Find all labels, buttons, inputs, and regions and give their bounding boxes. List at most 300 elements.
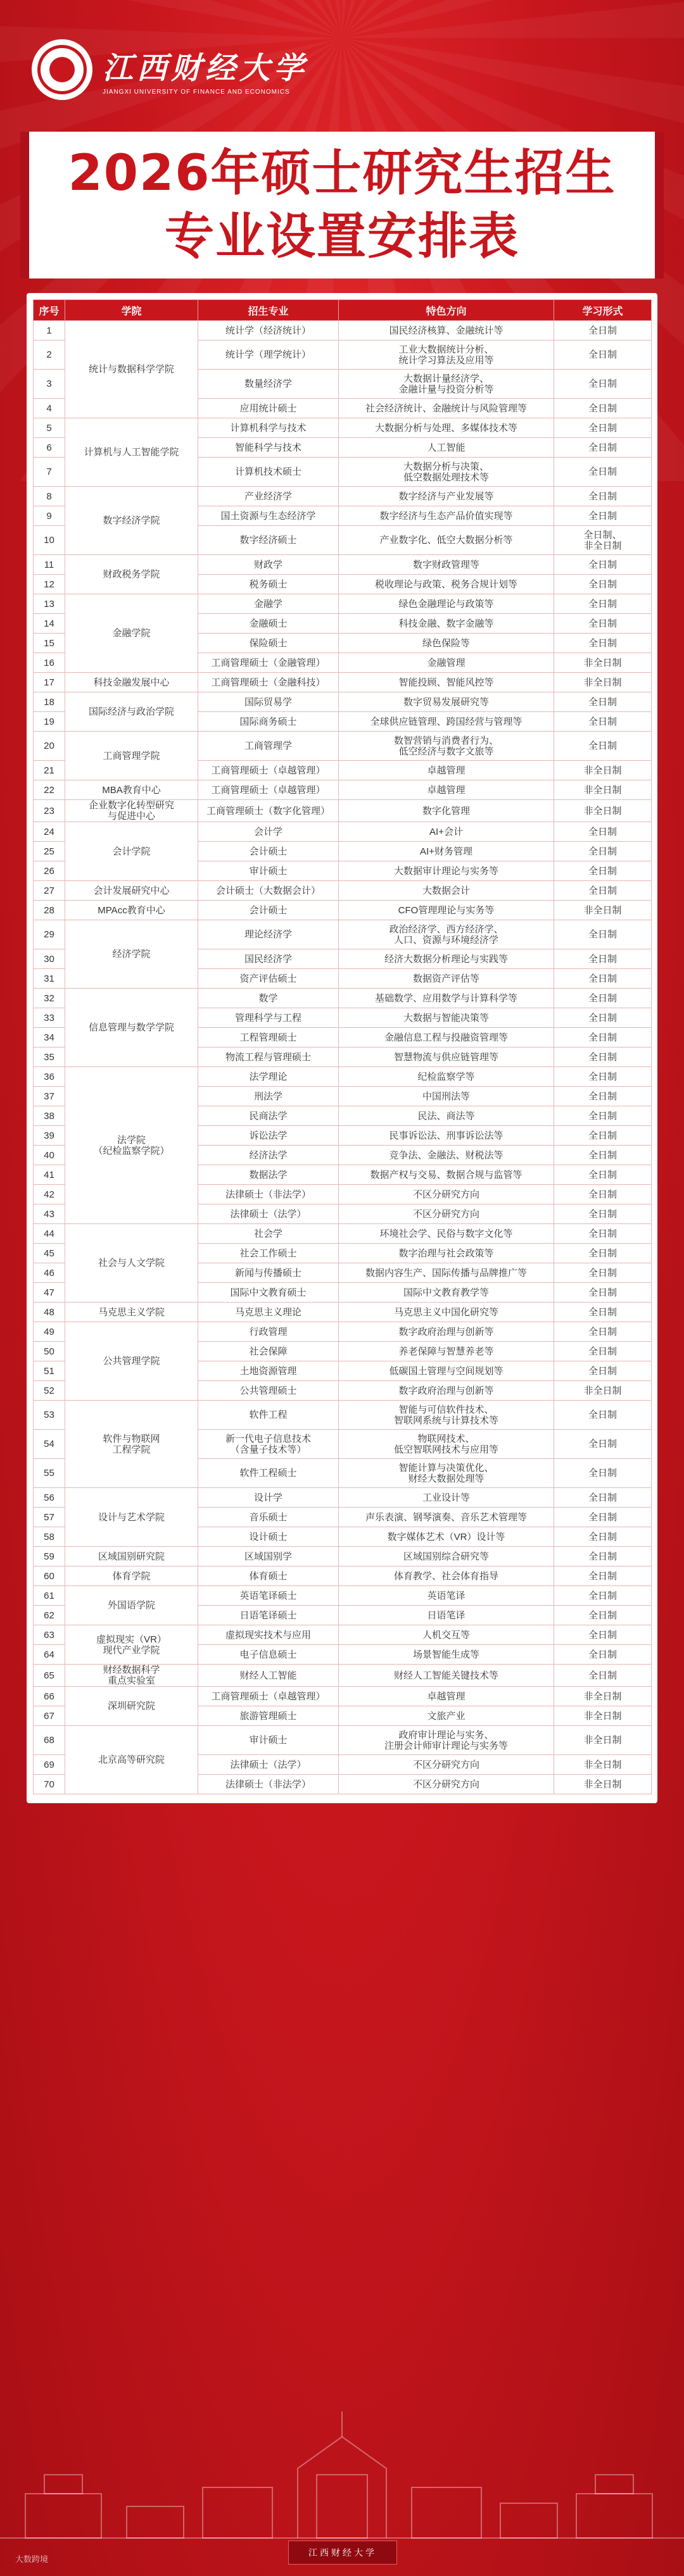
program-direction: 工业大数据统计分析、 统计学习算法及应用等 bbox=[339, 341, 554, 370]
school-name: 会计学院 bbox=[65, 822, 198, 881]
program-name: 工商管理硕士（金融管理） bbox=[198, 653, 339, 673]
program-name: 旅游管理硕士 bbox=[198, 1706, 339, 1726]
school-name: 科技金融发展中心 bbox=[65, 673, 198, 692]
row-number: 38 bbox=[34, 1106, 65, 1126]
study-mode: 全日制 bbox=[554, 575, 652, 594]
school-name: 虚拟现实（VR） 现代产业学院 bbox=[65, 1625, 198, 1665]
study-mode: 全日制 bbox=[554, 399, 652, 418]
row-number: 42 bbox=[34, 1185, 65, 1204]
program-name: 工商管理硕士（卓越管理） bbox=[198, 761, 339, 780]
row-number: 11 bbox=[34, 555, 65, 575]
school-name: 信息管理与数学学院 bbox=[65, 989, 198, 1067]
university-name-en: JIANGXI UNIVERSITY OF FINANCE AND ECONOMICS bbox=[103, 89, 290, 96]
column-header: 招生专业 bbox=[198, 300, 339, 321]
row-number: 2 bbox=[34, 341, 65, 370]
table-row bbox=[34, 1566, 652, 1586]
row-number: 49 bbox=[34, 1322, 65, 1342]
school-name: 统计与数据科学学院 bbox=[65, 321, 198, 418]
program-name: 保险硕士 bbox=[198, 634, 339, 653]
table-row bbox=[34, 1224, 652, 1244]
program-name: 会计硕士 bbox=[198, 901, 339, 920]
program-name: 数量经济学 bbox=[198, 370, 339, 399]
program-name: 应用统计硕士 bbox=[198, 399, 339, 418]
study-mode: 非全日制 bbox=[554, 1775, 652, 1794]
study-mode: 非全日制 bbox=[554, 1755, 652, 1775]
program-name: 软件工程硕士 bbox=[198, 1459, 339, 1488]
program-direction: 卓越管理 bbox=[339, 780, 554, 800]
program-name: 行政管理 bbox=[198, 1322, 339, 1342]
program-direction: 金融信息工程与投融资管理等 bbox=[339, 1028, 554, 1047]
table-row bbox=[34, 920, 652, 949]
program-direction: 数据内容生产、国际传播与品牌推广等 bbox=[339, 1263, 554, 1283]
program-name: 国际商务硕士 bbox=[198, 712, 339, 732]
table-row bbox=[34, 1322, 652, 1342]
study-mode: 全日制 bbox=[554, 1586, 652, 1606]
program-direction: 低碳国土管理与空间规划等 bbox=[339, 1361, 554, 1381]
table-row bbox=[34, 487, 652, 506]
row-number: 44 bbox=[34, 1224, 65, 1244]
program-direction: 马克思主义中国化研究等 bbox=[339, 1303, 554, 1322]
study-mode: 全日制 bbox=[554, 1204, 652, 1224]
table-row bbox=[34, 1067, 652, 1087]
program-direction: 体育教学、社会体育指导 bbox=[339, 1566, 554, 1586]
study-mode: 全日制 bbox=[554, 989, 652, 1008]
column-header: 特色方向 bbox=[339, 300, 554, 321]
table-row bbox=[34, 321, 652, 341]
study-mode: 全日制 bbox=[554, 1459, 652, 1488]
school-name: 法学院 （纪检监察学院） bbox=[65, 1067, 198, 1224]
study-mode: 非全日制 bbox=[554, 800, 652, 822]
row-number: 65 bbox=[34, 1665, 65, 1687]
program-table-container bbox=[27, 293, 657, 1803]
program-table bbox=[33, 299, 652, 1794]
program-direction: 区域国别综合研究等 bbox=[339, 1547, 554, 1566]
row-number: 26 bbox=[34, 861, 65, 881]
row-number: 22 bbox=[34, 780, 65, 800]
study-mode: 全日制 bbox=[554, 1185, 652, 1204]
program-name: 软件工程 bbox=[198, 1401, 339, 1430]
study-mode: 全日制 bbox=[554, 487, 652, 506]
study-mode: 全日制 bbox=[554, 438, 652, 458]
university-seal-icon bbox=[32, 39, 92, 100]
program-name: 土地资源管理 bbox=[198, 1361, 339, 1381]
table-row bbox=[34, 555, 652, 575]
row-number: 61 bbox=[34, 1586, 65, 1606]
school-name: 经济学院 bbox=[65, 920, 198, 989]
row-number: 36 bbox=[34, 1067, 65, 1087]
study-mode: 全日制 bbox=[554, 1508, 652, 1527]
table-header-row bbox=[34, 300, 652, 321]
program-direction: CFO管理理论与实务等 bbox=[339, 901, 554, 920]
row-number: 18 bbox=[34, 692, 65, 712]
program-name: 理论经济学 bbox=[198, 920, 339, 949]
program-name: 社会学 bbox=[198, 1224, 339, 1244]
study-mode: 全日制 bbox=[554, 1008, 652, 1028]
row-number: 15 bbox=[34, 634, 65, 653]
program-name: 电子信息硕士 bbox=[198, 1645, 339, 1665]
school-name: MPAcc教育中心 bbox=[65, 901, 198, 920]
university-header bbox=[32, 38, 308, 101]
program-name: 数据法学 bbox=[198, 1165, 339, 1185]
row-number: 3 bbox=[34, 370, 65, 399]
study-mode: 全日制 bbox=[554, 1126, 652, 1146]
program-name: 管理科学与工程 bbox=[198, 1008, 339, 1028]
study-mode: 全日制 bbox=[554, 1165, 652, 1185]
school-name: 财政税务学院 bbox=[65, 555, 198, 594]
program-name: 工商管理硕士（数字化管理） bbox=[198, 800, 339, 822]
study-mode: 全日制、 非全日制 bbox=[554, 526, 652, 555]
table-row bbox=[34, 1726, 652, 1755]
school-name: 设计与艺术学院 bbox=[65, 1488, 198, 1547]
program-direction: 绿色保险等 bbox=[339, 634, 554, 653]
program-direction: 经济大数据分析理论与实践等 bbox=[339, 949, 554, 969]
program-name: 民商法学 bbox=[198, 1106, 339, 1126]
row-number: 24 bbox=[34, 822, 65, 842]
program-name: 法律硕士（法学） bbox=[198, 1204, 339, 1224]
program-direction: 大数据分析与处理、多媒体技术等 bbox=[339, 418, 554, 438]
study-mode: 全日制 bbox=[554, 1547, 652, 1566]
program-name: 会计学 bbox=[198, 822, 339, 842]
school-name: 公共管理学院 bbox=[65, 1322, 198, 1401]
row-number: 31 bbox=[34, 969, 65, 989]
program-direction: 日语笔译 bbox=[339, 1606, 554, 1625]
study-mode: 非全日制 bbox=[554, 1706, 652, 1726]
table-row bbox=[34, 418, 652, 438]
program-direction: 智能计算与决策优化、 财经大数据处理等 bbox=[339, 1459, 554, 1488]
row-number: 13 bbox=[34, 594, 65, 614]
program-name: 审计硕士 bbox=[198, 861, 339, 881]
row-number: 60 bbox=[34, 1566, 65, 1586]
table-row bbox=[34, 881, 652, 901]
program-direction: 卓越管理 bbox=[339, 1687, 554, 1706]
footer-label: 江西财经大学 bbox=[288, 2541, 397, 2565]
row-number: 45 bbox=[34, 1244, 65, 1263]
row-number: 56 bbox=[34, 1488, 65, 1508]
program-name: 金融硕士 bbox=[198, 614, 339, 634]
column-header: 学习形式 bbox=[554, 300, 652, 321]
program-direction: 养老保障与智慧养老等 bbox=[339, 1342, 554, 1361]
row-number: 14 bbox=[34, 614, 65, 634]
school-name: 社会与人文学院 bbox=[65, 1224, 198, 1303]
program-direction: 数字政府治理与创新等 bbox=[339, 1322, 554, 1342]
row-number: 43 bbox=[34, 1204, 65, 1224]
program-direction: 数智营销与消费者行为、 低空经济与数字文旅等 bbox=[339, 732, 554, 761]
row-number: 58 bbox=[34, 1527, 65, 1547]
program-direction: 科技金融、数字金融等 bbox=[339, 614, 554, 634]
program-direction: 场景智能生成等 bbox=[339, 1645, 554, 1665]
school-name: 企业数字化转型研究 与促进中心 bbox=[65, 800, 198, 822]
row-number: 7 bbox=[34, 458, 65, 487]
program-name: 法律硕士（非法学） bbox=[198, 1185, 339, 1204]
row-number: 28 bbox=[34, 901, 65, 920]
study-mode: 全日制 bbox=[554, 1067, 652, 1087]
study-mode: 全日制 bbox=[554, 1488, 652, 1508]
program-direction: AI+财务管理 bbox=[339, 842, 554, 861]
program-name: 计算机科学与技术 bbox=[198, 418, 339, 438]
study-mode: 全日制 bbox=[554, 634, 652, 653]
study-mode: 全日制 bbox=[554, 418, 652, 438]
study-mode: 全日制 bbox=[554, 1645, 652, 1665]
row-number: 59 bbox=[34, 1547, 65, 1566]
program-name: 日语笔译硕士 bbox=[198, 1606, 339, 1625]
study-mode: 非全日制 bbox=[554, 653, 652, 673]
row-number: 53 bbox=[34, 1401, 65, 1430]
study-mode: 非全日制 bbox=[554, 1726, 652, 1755]
row-number: 46 bbox=[34, 1263, 65, 1283]
program-direction: 卓越管理 bbox=[339, 761, 554, 780]
program-direction: 数字经济与产业发展等 bbox=[339, 487, 554, 506]
study-mode: 全日制 bbox=[554, 1263, 652, 1283]
program-name: 数字经济硕士 bbox=[198, 526, 339, 555]
program-name: 工程管理硕士 bbox=[198, 1028, 339, 1047]
row-number: 57 bbox=[34, 1508, 65, 1527]
study-mode: 全日制 bbox=[554, 321, 652, 341]
column-header: 序号 bbox=[34, 300, 65, 321]
study-mode: 非全日制 bbox=[554, 1381, 652, 1401]
study-mode: 全日制 bbox=[554, 1625, 652, 1645]
study-mode: 全日制 bbox=[554, 1146, 652, 1165]
study-mode: 全日制 bbox=[554, 341, 652, 370]
study-mode: 非全日制 bbox=[554, 673, 652, 692]
table-row bbox=[34, 673, 652, 692]
table-row bbox=[34, 732, 652, 761]
row-number: 17 bbox=[34, 673, 65, 692]
row-number: 37 bbox=[34, 1087, 65, 1106]
program-name: 统计学（理学统计） bbox=[198, 341, 339, 370]
program-name: 虚拟现实技术与应用 bbox=[198, 1625, 339, 1645]
study-mode: 全日制 bbox=[554, 1401, 652, 1430]
program-direction: 智慧物流与供应链管理等 bbox=[339, 1047, 554, 1067]
school-name: 会计发展研究中心 bbox=[65, 881, 198, 901]
program-direction: 智能与可信软件技术、 智联网系统与计算技术等 bbox=[339, 1401, 554, 1430]
row-number: 50 bbox=[34, 1342, 65, 1361]
study-mode: 全日制 bbox=[554, 1566, 652, 1586]
program-name: 统计学（经济统计） bbox=[198, 321, 339, 341]
program-name: 设计学 bbox=[198, 1488, 339, 1508]
program-name: 英语笔译硕士 bbox=[198, 1586, 339, 1606]
table-row bbox=[34, 1547, 652, 1566]
program-direction: 环境社会学、民俗与数字文化等 bbox=[339, 1224, 554, 1244]
row-number: 69 bbox=[34, 1755, 65, 1775]
program-direction: 大数据与智能决策等 bbox=[339, 1008, 554, 1028]
program-direction: 数字贸易发展研究等 bbox=[339, 692, 554, 712]
program-name: 金融学 bbox=[198, 594, 339, 614]
study-mode: 非全日制 bbox=[554, 901, 652, 920]
program-direction: 工业设计等 bbox=[339, 1488, 554, 1508]
program-direction: 数据产权与交易、数据合规与监管等 bbox=[339, 1165, 554, 1185]
university-name: 江西财经大学 bbox=[103, 51, 308, 86]
program-direction: 不区分研究方向 bbox=[339, 1755, 554, 1775]
program-name: 审计硕士 bbox=[198, 1726, 339, 1755]
program-direction: 民事诉讼法、刑事诉讼法等 bbox=[339, 1126, 554, 1146]
program-name: 国民经济学 bbox=[198, 949, 339, 969]
row-number: 67 bbox=[34, 1706, 65, 1726]
program-name: 国土资源与生态经济学 bbox=[198, 506, 339, 526]
program-direction: 产业数字化、低空大数据分析等 bbox=[339, 526, 554, 555]
program-direction: 大数据会计 bbox=[339, 881, 554, 901]
school-name: 工商管理学院 bbox=[65, 732, 198, 780]
table-row bbox=[34, 1625, 652, 1645]
program-direction: 大数据计量经济学、 金融计量与投资分析等 bbox=[339, 370, 554, 399]
table-row bbox=[34, 1586, 652, 1606]
study-mode: 全日制 bbox=[554, 1106, 652, 1126]
program-direction: 物联网技术、 低空智联网技术与应用等 bbox=[339, 1430, 554, 1459]
row-number: 9 bbox=[34, 506, 65, 526]
campus-skyline-icon bbox=[0, 2399, 684, 2551]
row-number: 23 bbox=[34, 800, 65, 822]
program-direction: 文旅产业 bbox=[339, 1706, 554, 1726]
program-name: 工商管理硕士（卓越管理） bbox=[198, 780, 339, 800]
program-direction: 大数据分析与决策、 低空数据处理技术等 bbox=[339, 458, 554, 487]
program-direction: 金融管理 bbox=[339, 653, 554, 673]
study-mode: 全日制 bbox=[554, 1606, 652, 1625]
title-banner bbox=[27, 132, 657, 278]
program-direction: 大数据审计理论与实务等 bbox=[339, 861, 554, 881]
program-direction: 中国刑法等 bbox=[339, 1087, 554, 1106]
school-name: 马克思主义学院 bbox=[65, 1303, 198, 1322]
program-direction: 社会经济统计、金融统计与风险管理等 bbox=[339, 399, 554, 418]
row-number: 34 bbox=[34, 1028, 65, 1047]
study-mode: 全日制 bbox=[554, 458, 652, 487]
row-number: 27 bbox=[34, 881, 65, 901]
school-name: 软件与物联网 工程学院 bbox=[65, 1401, 198, 1488]
study-mode: 全日制 bbox=[554, 1087, 652, 1106]
column-header: 学院 bbox=[65, 300, 198, 321]
program-name: 国际中文教育硕士 bbox=[198, 1283, 339, 1303]
row-number: 1 bbox=[34, 321, 65, 341]
program-name: 音乐硕士 bbox=[198, 1508, 339, 1527]
program-direction: 不区分研究方向 bbox=[339, 1185, 554, 1204]
table-row bbox=[34, 594, 652, 614]
study-mode: 全日制 bbox=[554, 1047, 652, 1067]
study-mode: 全日制 bbox=[554, 1342, 652, 1361]
program-name: 会计硕士（大数据会计） bbox=[198, 881, 339, 901]
program-direction: 声乐表演、钢琴演奏、音乐艺术管理等 bbox=[339, 1508, 554, 1527]
program-direction: AI+会计 bbox=[339, 822, 554, 842]
program-direction: 人机交互等 bbox=[339, 1625, 554, 1645]
program-name: 国际贸易学 bbox=[198, 692, 339, 712]
program-name: 计算机技术硕士 bbox=[198, 458, 339, 487]
program-direction: 不区分研究方向 bbox=[339, 1775, 554, 1794]
program-name: 体育硕士 bbox=[198, 1566, 339, 1586]
program-direction: 数字财政管理等 bbox=[339, 555, 554, 575]
study-mode: 全日制 bbox=[554, 1430, 652, 1459]
program-name: 区域国别学 bbox=[198, 1547, 339, 1566]
row-number: 4 bbox=[34, 399, 65, 418]
row-number: 33 bbox=[34, 1008, 65, 1028]
program-name: 数学 bbox=[198, 989, 339, 1008]
row-number: 55 bbox=[34, 1459, 65, 1488]
program-name: 刑法学 bbox=[198, 1087, 339, 1106]
table-row bbox=[34, 780, 652, 800]
program-direction: 全球供应链管理、跨国经营与管理等 bbox=[339, 712, 554, 732]
row-number: 47 bbox=[34, 1283, 65, 1303]
program-name: 资产评估硕士 bbox=[198, 969, 339, 989]
study-mode: 非全日制 bbox=[554, 1687, 652, 1706]
program-direction: 不区分研究方向 bbox=[339, 1204, 554, 1224]
program-name: 设计硕士 bbox=[198, 1527, 339, 1547]
study-mode: 全日制 bbox=[554, 370, 652, 399]
school-name: 北京高等研究院 bbox=[65, 1726, 198, 1794]
study-mode: 全日制 bbox=[554, 920, 652, 949]
program-direction: 英语笔译 bbox=[339, 1586, 554, 1606]
row-number: 70 bbox=[34, 1775, 65, 1794]
row-number: 41 bbox=[34, 1165, 65, 1185]
row-number: 51 bbox=[34, 1361, 65, 1381]
program-direction: 税收理论与政策、税务合规计划等 bbox=[339, 575, 554, 594]
program-name: 物流工程与管理硕士 bbox=[198, 1047, 339, 1067]
table-row bbox=[34, 692, 652, 712]
school-name: 区域国别研究院 bbox=[65, 1547, 198, 1566]
program-direction: 数字经济与生态产品价值实现等 bbox=[339, 506, 554, 526]
study-mode: 全日制 bbox=[554, 692, 652, 712]
program-name: 社会工作硕士 bbox=[198, 1244, 339, 1263]
footer bbox=[0, 2373, 684, 2576]
program-name: 工商管理硕士（卓越管理） bbox=[198, 1687, 339, 1706]
program-direction: 竞争法、金融法、财税法等 bbox=[339, 1146, 554, 1165]
program-name: 产业经济学 bbox=[198, 487, 339, 506]
row-number: 29 bbox=[34, 920, 65, 949]
table-row bbox=[34, 989, 652, 1008]
program-direction: 数据资产评估等 bbox=[339, 969, 554, 989]
row-number: 5 bbox=[34, 418, 65, 438]
program-name: 新闻与传播硕士 bbox=[198, 1263, 339, 1283]
study-mode: 全日制 bbox=[554, 712, 652, 732]
study-mode: 全日制 bbox=[554, 1665, 652, 1687]
school-name: 计算机与人工智能学院 bbox=[65, 418, 198, 487]
row-number: 6 bbox=[34, 438, 65, 458]
program-name: 社会保障 bbox=[198, 1342, 339, 1361]
school-name: 金融学院 bbox=[65, 594, 198, 673]
study-mode: 全日制 bbox=[554, 1028, 652, 1047]
table-row bbox=[34, 1665, 652, 1687]
study-mode: 全日制 bbox=[554, 1303, 652, 1322]
row-number: 20 bbox=[34, 732, 65, 761]
title-line-1: 2026年硕士研究生招生 bbox=[68, 145, 616, 202]
program-name: 财经人工智能 bbox=[198, 1665, 339, 1687]
study-mode: 全日制 bbox=[554, 1224, 652, 1244]
school-name: 数字经济学院 bbox=[65, 487, 198, 555]
study-mode: 全日制 bbox=[554, 506, 652, 526]
row-number: 62 bbox=[34, 1606, 65, 1625]
row-number: 35 bbox=[34, 1047, 65, 1067]
row-number: 8 bbox=[34, 487, 65, 506]
school-name: 外国语学院 bbox=[65, 1586, 198, 1625]
table-row bbox=[34, 901, 652, 920]
row-number: 48 bbox=[34, 1303, 65, 1322]
study-mode: 全日制 bbox=[554, 842, 652, 861]
row-number: 39 bbox=[34, 1126, 65, 1146]
study-mode: 全日制 bbox=[554, 1527, 652, 1547]
study-mode: 全日制 bbox=[554, 1322, 652, 1342]
table-row bbox=[34, 1303, 652, 1322]
study-mode: 全日制 bbox=[554, 614, 652, 634]
table-row bbox=[34, 1488, 652, 1508]
school-name: 体育学院 bbox=[65, 1566, 198, 1586]
program-direction: 数字媒体艺术（VR）设计等 bbox=[339, 1527, 554, 1547]
program-direction: 国民经济核算、金融统计等 bbox=[339, 321, 554, 341]
program-name: 法学理论 bbox=[198, 1067, 339, 1087]
study-mode: 全日制 bbox=[554, 1283, 652, 1303]
program-direction: 政府审计理论与实务、 注册会计师审计理论与实务等 bbox=[339, 1726, 554, 1755]
school-name: 财经数据科学 重点实验室 bbox=[65, 1665, 198, 1687]
program-name: 法律硕士（法学） bbox=[198, 1755, 339, 1775]
program-name: 新一代电子信息技术 （含量子技术等） bbox=[198, 1430, 339, 1459]
row-number: 10 bbox=[34, 526, 65, 555]
program-direction: 数字治理与社会政策等 bbox=[339, 1244, 554, 1263]
row-number: 25 bbox=[34, 842, 65, 861]
program-direction: 基础数学、应用数学与计算科学等 bbox=[339, 989, 554, 1008]
